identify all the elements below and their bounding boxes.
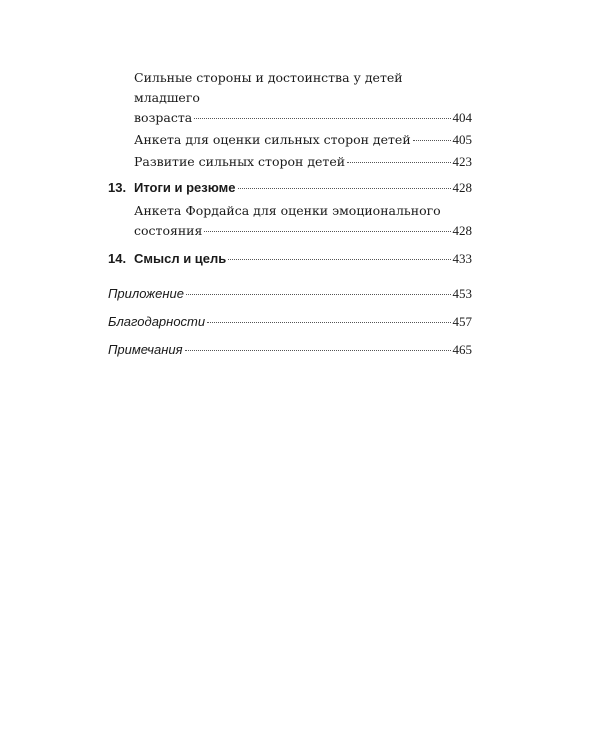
toc-page-number: 433	[452, 251, 472, 266]
chapter-number: 14.	[108, 251, 127, 266]
toc-page-number: 428	[452, 223, 472, 238]
toc-leader-dots	[238, 188, 451, 189]
toc-entry-title-line1: Сильные стороны и достоинства у детей младшего	[134, 70, 403, 105]
toc-page-number: 465	[452, 342, 472, 357]
toc-notes[interactable]	[108, 340, 472, 360]
toc-leader-dots	[194, 118, 450, 119]
toc-leader-dots	[204, 231, 450, 232]
toc-leader-dots	[186, 294, 451, 295]
toc-entry-title: Развитие сильных сторон детей	[134, 154, 346, 169]
toc-entry-title: Итоги и резюме	[134, 180, 236, 195]
toc-page-number: 428	[452, 180, 472, 195]
toc-entry-fordyce-questionnaire[interactable]	[108, 201, 472, 241]
toc-page-number: 405	[452, 132, 472, 147]
toc-leader-dots	[228, 259, 450, 260]
toc-entry-title: состояния	[134, 223, 203, 238]
toc-appendix[interactable]	[108, 284, 472, 304]
toc-page-number: 404	[452, 110, 472, 125]
toc-entry-title: Благодарности	[108, 314, 206, 329]
table-of-contents	[108, 68, 472, 360]
toc-page-number: 453	[452, 286, 472, 301]
toc-entry-title-line1: Анкета Фордайса для оценки эмоционального	[134, 203, 441, 218]
toc-entry-title: возраста	[134, 110, 193, 125]
toc-page-number: 457	[452, 314, 472, 329]
toc-entry-title: Приложение	[108, 286, 184, 301]
toc-entry-title: Смысл и цель	[134, 251, 227, 266]
toc-leader-dots	[347, 162, 450, 163]
toc-page-number: 423	[452, 154, 472, 169]
toc-leader-dots	[185, 350, 451, 351]
toc-chapter-13[interactable]	[108, 178, 472, 198]
toc-chapter-14[interactable]	[108, 249, 472, 269]
chapter-number: 13.	[108, 180, 127, 195]
toc-entry-title: Анкета для оценки сильных сторон детей	[134, 132, 411, 147]
toc-acknowledgements[interactable]	[108, 312, 472, 332]
toc-leader-dots	[207, 322, 450, 323]
toc-leader-dots	[413, 140, 451, 141]
toc-entry-title: Примечания	[108, 342, 183, 357]
toc-entry-strengths-young-children[interactable]	[108, 68, 472, 128]
toc-entry-developing-strengths[interactable]	[108, 152, 472, 172]
toc-entry-strengths-questionnaire[interactable]	[108, 130, 472, 150]
